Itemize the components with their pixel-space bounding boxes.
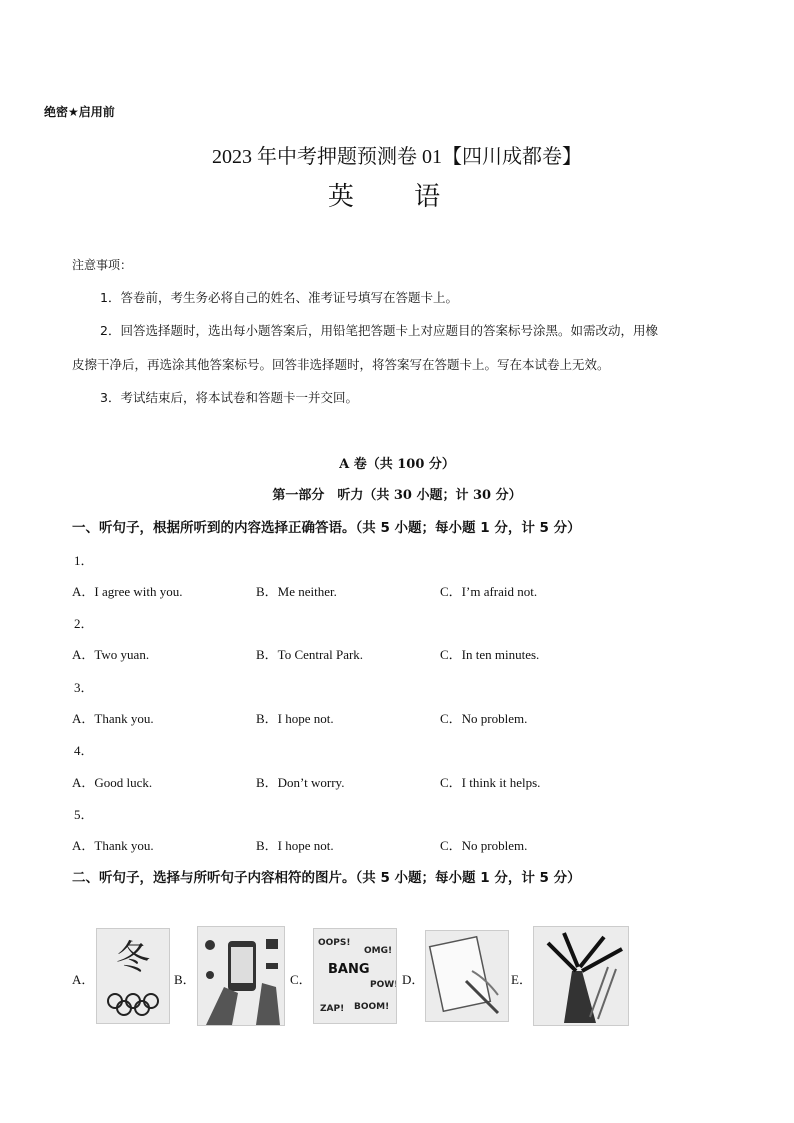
note-2-line-2: 皮擦干净后，再选涂其他答案标号。回答非选择题时，将答案写在答题卡上。写在本试卷上无效。: [72, 357, 610, 372]
note-1: 1．答卷前，考生务必将自己的姓名、准考证号填写在答题卡上。: [100, 290, 458, 305]
option-b: B．Me neither.: [256, 584, 337, 599]
option-a: A．Thank you.: [72, 838, 154, 853]
bag-icon: [205, 940, 215, 950]
picture-b-online-shopping: [197, 926, 285, 1026]
section-a-heading: A 卷（共 100 分）: [339, 457, 455, 472]
picture-d-notebook-writing: [425, 930, 509, 1022]
option-c: C．I think it helps.: [440, 775, 541, 790]
option-c: C．No problem.: [440, 711, 528, 726]
note-2-line-1: 2．回答选择题时，选出每小题答案后，用铅笔把答题卡上对应题目的答案标号涂黑。如需改动，用橡: [100, 323, 658, 338]
ladder-icon: [590, 967, 608, 1017]
part-1-heading: 第一部分 听力（共 30 小题；计 30 分）: [272, 488, 522, 503]
picture-label-d: D．: [402, 972, 425, 987]
option-c: C．In ten minutes.: [440, 647, 540, 662]
picture-e-tree-climbing: [533, 926, 629, 1026]
winter-character-image: 冬: [116, 938, 150, 978]
picture-a-winter-olympics: [96, 928, 170, 1024]
comic-word: BANG: [328, 962, 370, 977]
picture-label-e: E．: [511, 972, 532, 987]
option-a: A．Thank you.: [72, 711, 154, 726]
note-3: 3．考试结束后，将本试卷和答题卡一并交回。: [100, 390, 358, 405]
notebook-icon: [430, 937, 491, 1012]
shirt-icon: [266, 939, 278, 949]
picture-label-c: C．: [290, 972, 312, 987]
tree-branches-icon: [548, 933, 622, 971]
question-group-1-heading: 一、听句子，根据所听到的内容选择正确答语。（共 5 小题；每小题 1 分，计 5 分）: [72, 520, 581, 536]
option-b: B．I hope not.: [256, 711, 334, 726]
question-number: 5．: [74, 807, 94, 822]
option-a: A．I agree with you.: [72, 584, 183, 599]
comic-word: OMG!: [364, 946, 393, 956]
option-c: C．No problem.: [440, 838, 528, 853]
olympic-rings-icon: [108, 994, 158, 1015]
question-number: 2．: [74, 616, 94, 631]
exam-title: 2023 年中考押题预测卷 01【四川成都卷】: [212, 146, 582, 168]
picture-c-comic-words: [313, 928, 397, 1024]
question-number: 1．: [74, 553, 94, 568]
hand-icon: [206, 987, 238, 1025]
option-b: B．I hope not.: [256, 838, 334, 853]
shoe-icon: [266, 963, 278, 969]
option-b: B．Don’t worry.: [256, 775, 345, 790]
question-number: 3．: [74, 680, 94, 695]
comic-word: ZAP!: [320, 1004, 345, 1014]
picture-label-b: B．: [174, 972, 196, 987]
option-b: B．To Central Park.: [256, 647, 364, 662]
picture-label-a: A．: [72, 972, 95, 987]
option-a: A．Good luck.: [72, 775, 153, 790]
subject-title: 英 语: [327, 182, 467, 212]
confidential-mark: 绝密★启用前: [44, 105, 115, 119]
comic-word: OOPS!: [318, 938, 351, 948]
question-group-2-heading: 二、听句子，选择与所听句子内容相符的图片。（共 5 小题；每小题 1 分，计 5 分）: [72, 870, 581, 886]
comic-word: BOOM!: [354, 1002, 390, 1012]
option-c: C．I’m afraid not.: [440, 584, 538, 599]
comic-word: POW!: [370, 980, 396, 990]
option-a: A．Two yuan.: [72, 647, 150, 662]
question-number: 4．: [74, 743, 94, 758]
notes-heading: 注意事项：: [72, 258, 133, 272]
